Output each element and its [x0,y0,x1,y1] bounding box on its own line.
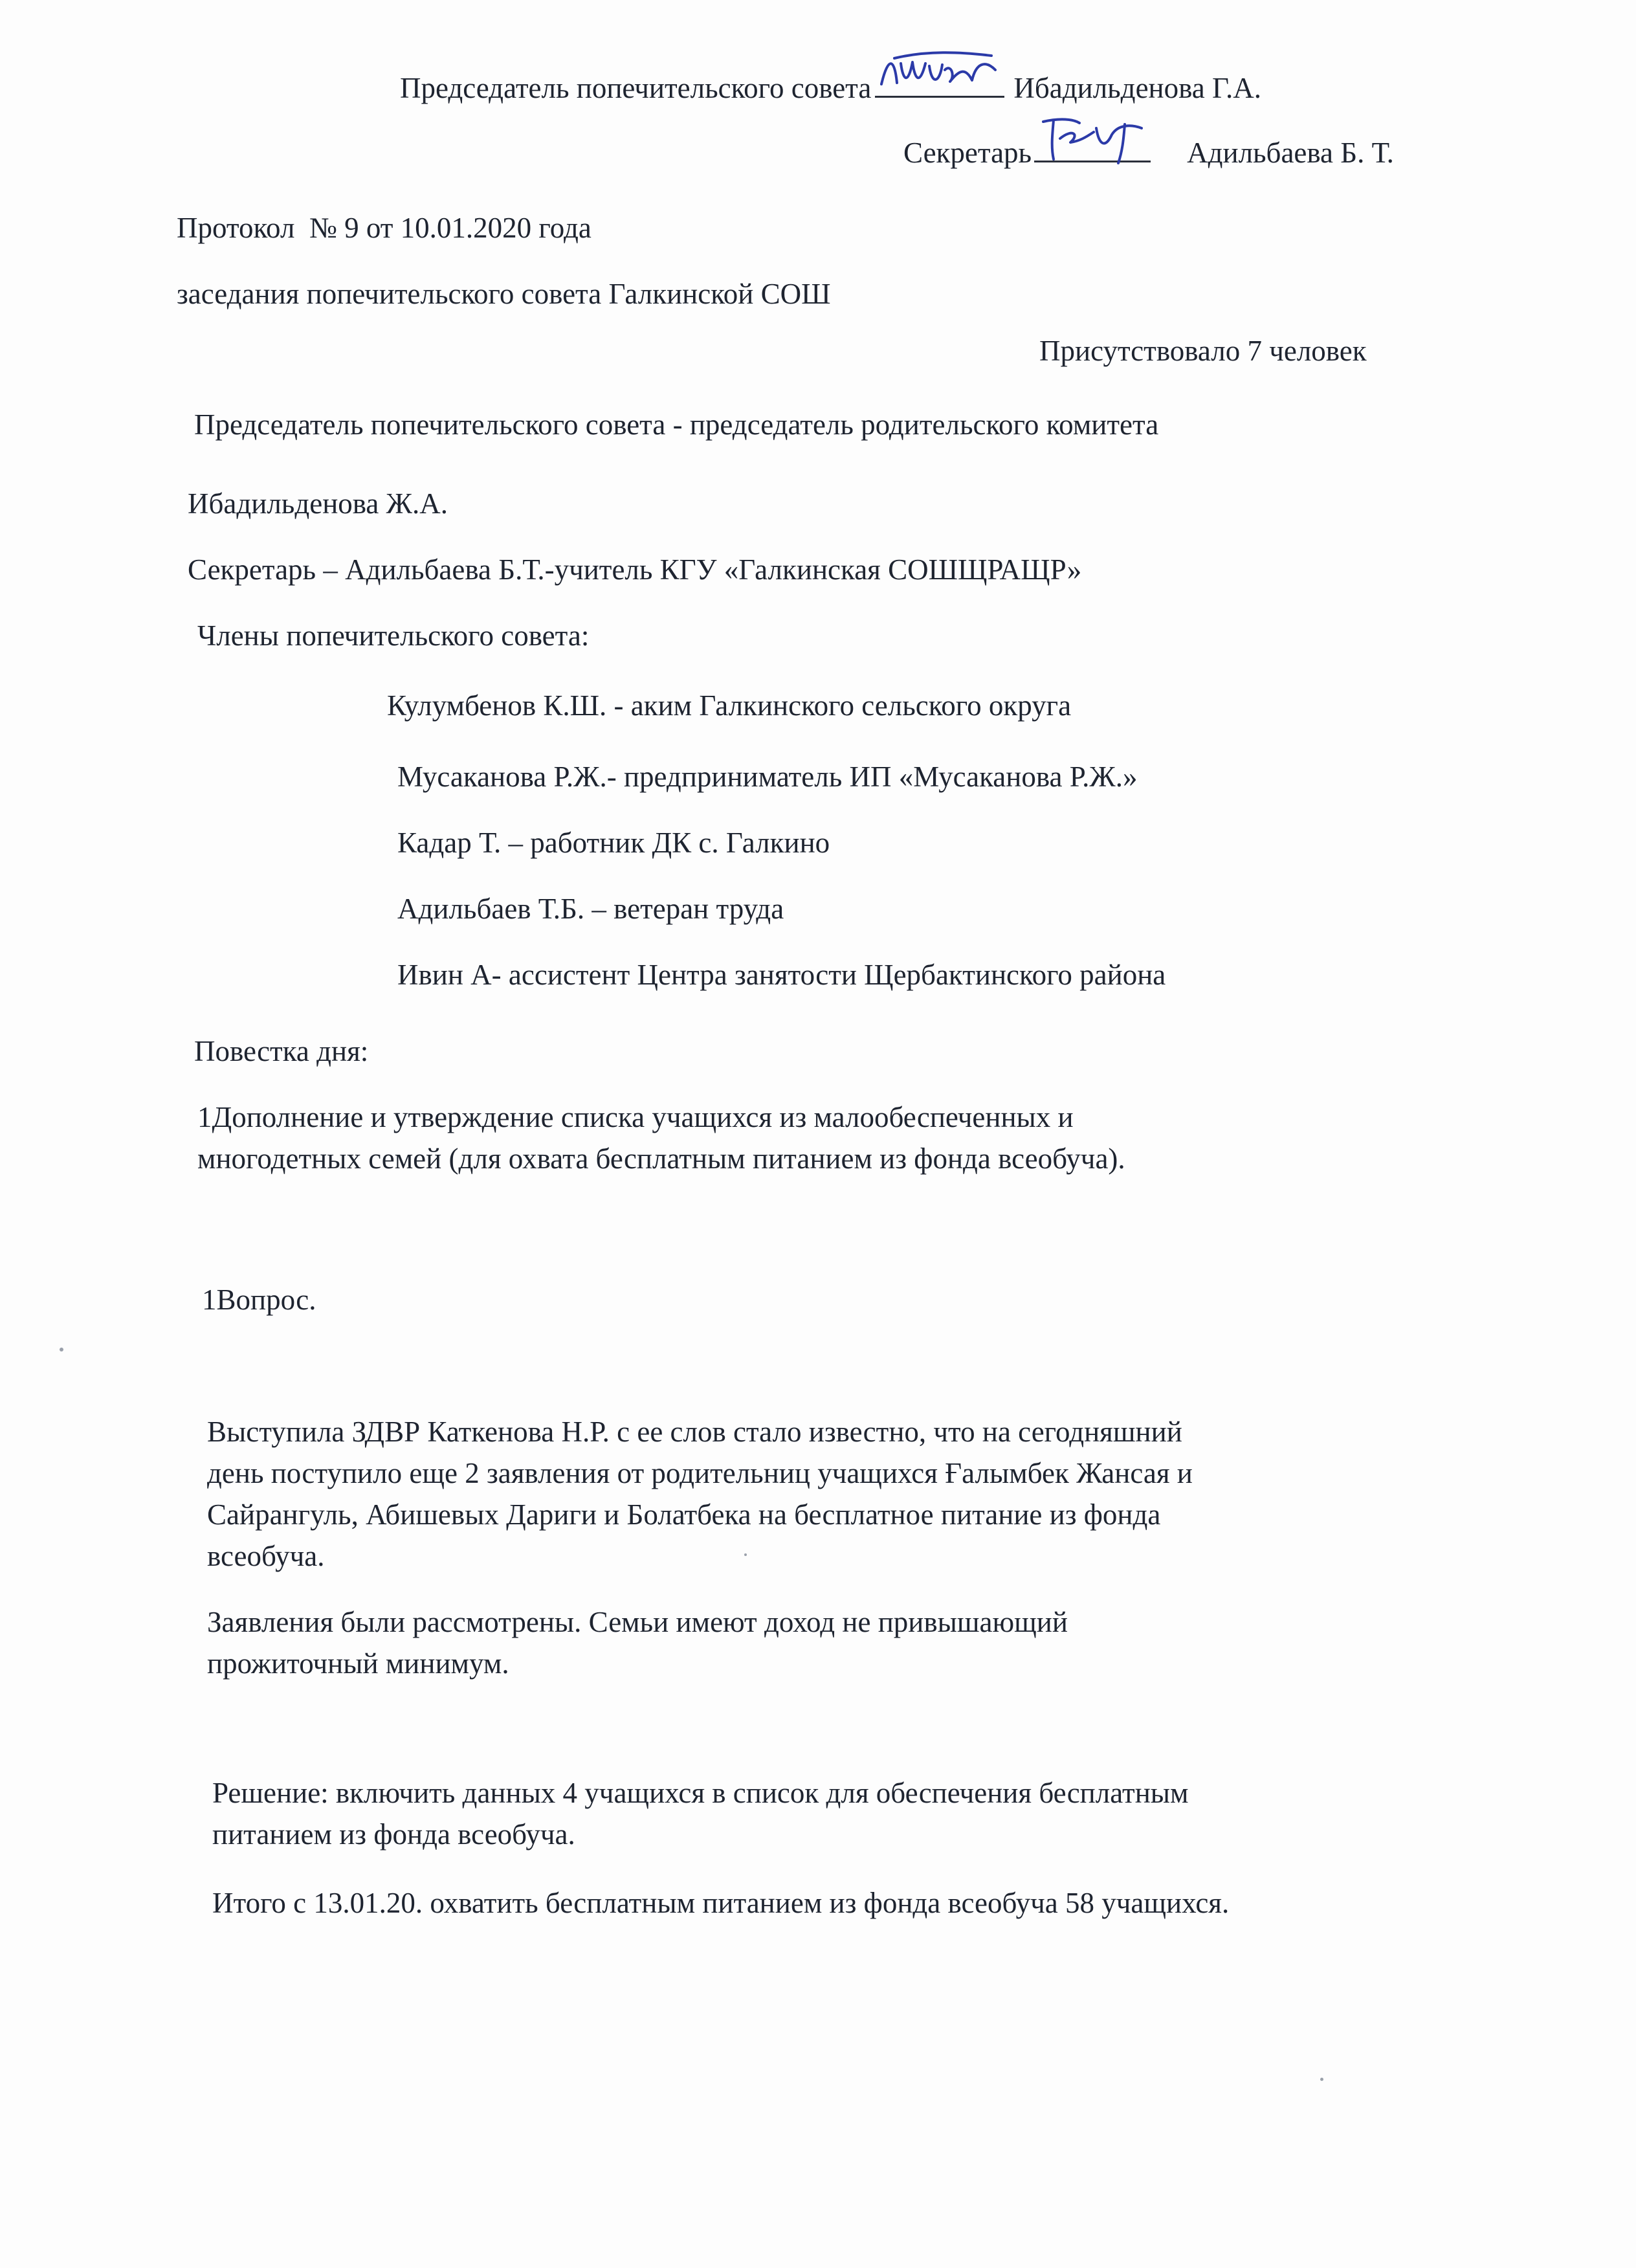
member-item: Ивин А- ассистент Центра занятости Щербактинского района [397,959,1166,991]
meeting-title: заседания попечительского совета Галкинской СОШ [177,278,831,310]
member-item: Адильбаев Т.Б. – ветеран труда [397,893,784,925]
agenda-item-line: многодетных семей (для охвата бесплатным питанием из фонда всеобуча). [197,1142,1125,1175]
question-heading: 1Вопрос. [202,1284,316,1316]
speech-line: Сайрангуль, Абишевых Дариги и Болатбека на бесплатное питание из фонда [207,1498,1161,1531]
header-chair-line [400,62,1261,107]
speech-line: Выступила ЗДВР Каткенова Н.Р. с ее слов стало известно, что на сегодняшний [207,1416,1182,1448]
review-line: Заявления были рассмотрены. Семьи имеют доход не привышающий [207,1606,1068,1638]
chair-label: Председатель попечительского совета [400,72,872,104]
secretary-line: Секретарь – Адильбаева Б.Т.-учитель КГУ «Галкинская СОШЩРАЩР» [188,553,1082,586]
members-heading: Члены попечительского совета: [197,619,590,652]
chair-name: Ибадильденова Г.А. [1013,72,1261,104]
secretary-name: Адильбаева Б. Т. [1187,137,1394,169]
review-line: прожиточный минимум. [207,1647,509,1680]
decision-line: питанием из фонда всеобуча. [212,1818,575,1851]
agenda-item-line: 1Дополнение и утверждение списка учащихся из малообеспеченных и [197,1101,1074,1133]
speech-line: всеобуча. [207,1540,325,1572]
member-item: Мусаканова Р.Ж.- предприниматель ИП «Мусаканова Р.Ж.» [397,761,1138,793]
member-item: Кадар Т. – работник ДК с. Галкино [397,827,830,859]
speech-line: день поступило еще 2 заявления от родительниц учащихся Ғалымбек Жансая и [207,1457,1193,1489]
scan-speck [744,1553,747,1556]
chair-signature-line [875,62,1004,98]
secretary-signature [1034,109,1151,167]
secretary-label: Секретарь [903,137,1032,169]
chair-person: Ибадильденова Ж.А. [188,487,448,520]
decision-line: Решение: включить данных 4 учащихся в список для обеспечения бесплатным [212,1777,1189,1809]
secretary-signature-line [1034,127,1151,162]
scan-speck [1320,2078,1323,2081]
chair-signature [875,44,1004,102]
header-secretary-line [903,127,1394,172]
attendance: Присутствовало 7 человек [1039,335,1367,367]
total-line: Итого с 13.01.20. охватить бесплатным питанием из фонда всеобуча 58 учащихся. [212,1887,1230,1919]
agenda-heading: Повестка дня: [194,1035,369,1067]
chair-role: Председатель попечительского совета - председатель родительского комитета [194,408,1159,441]
member-item: Кулумбенов К.Ш. - аким Галкинского сельского округа [387,689,1072,722]
protocol-number: Протокол № 9 от 10.01.2020 года [177,212,591,244]
scan-speck [60,1348,63,1351]
